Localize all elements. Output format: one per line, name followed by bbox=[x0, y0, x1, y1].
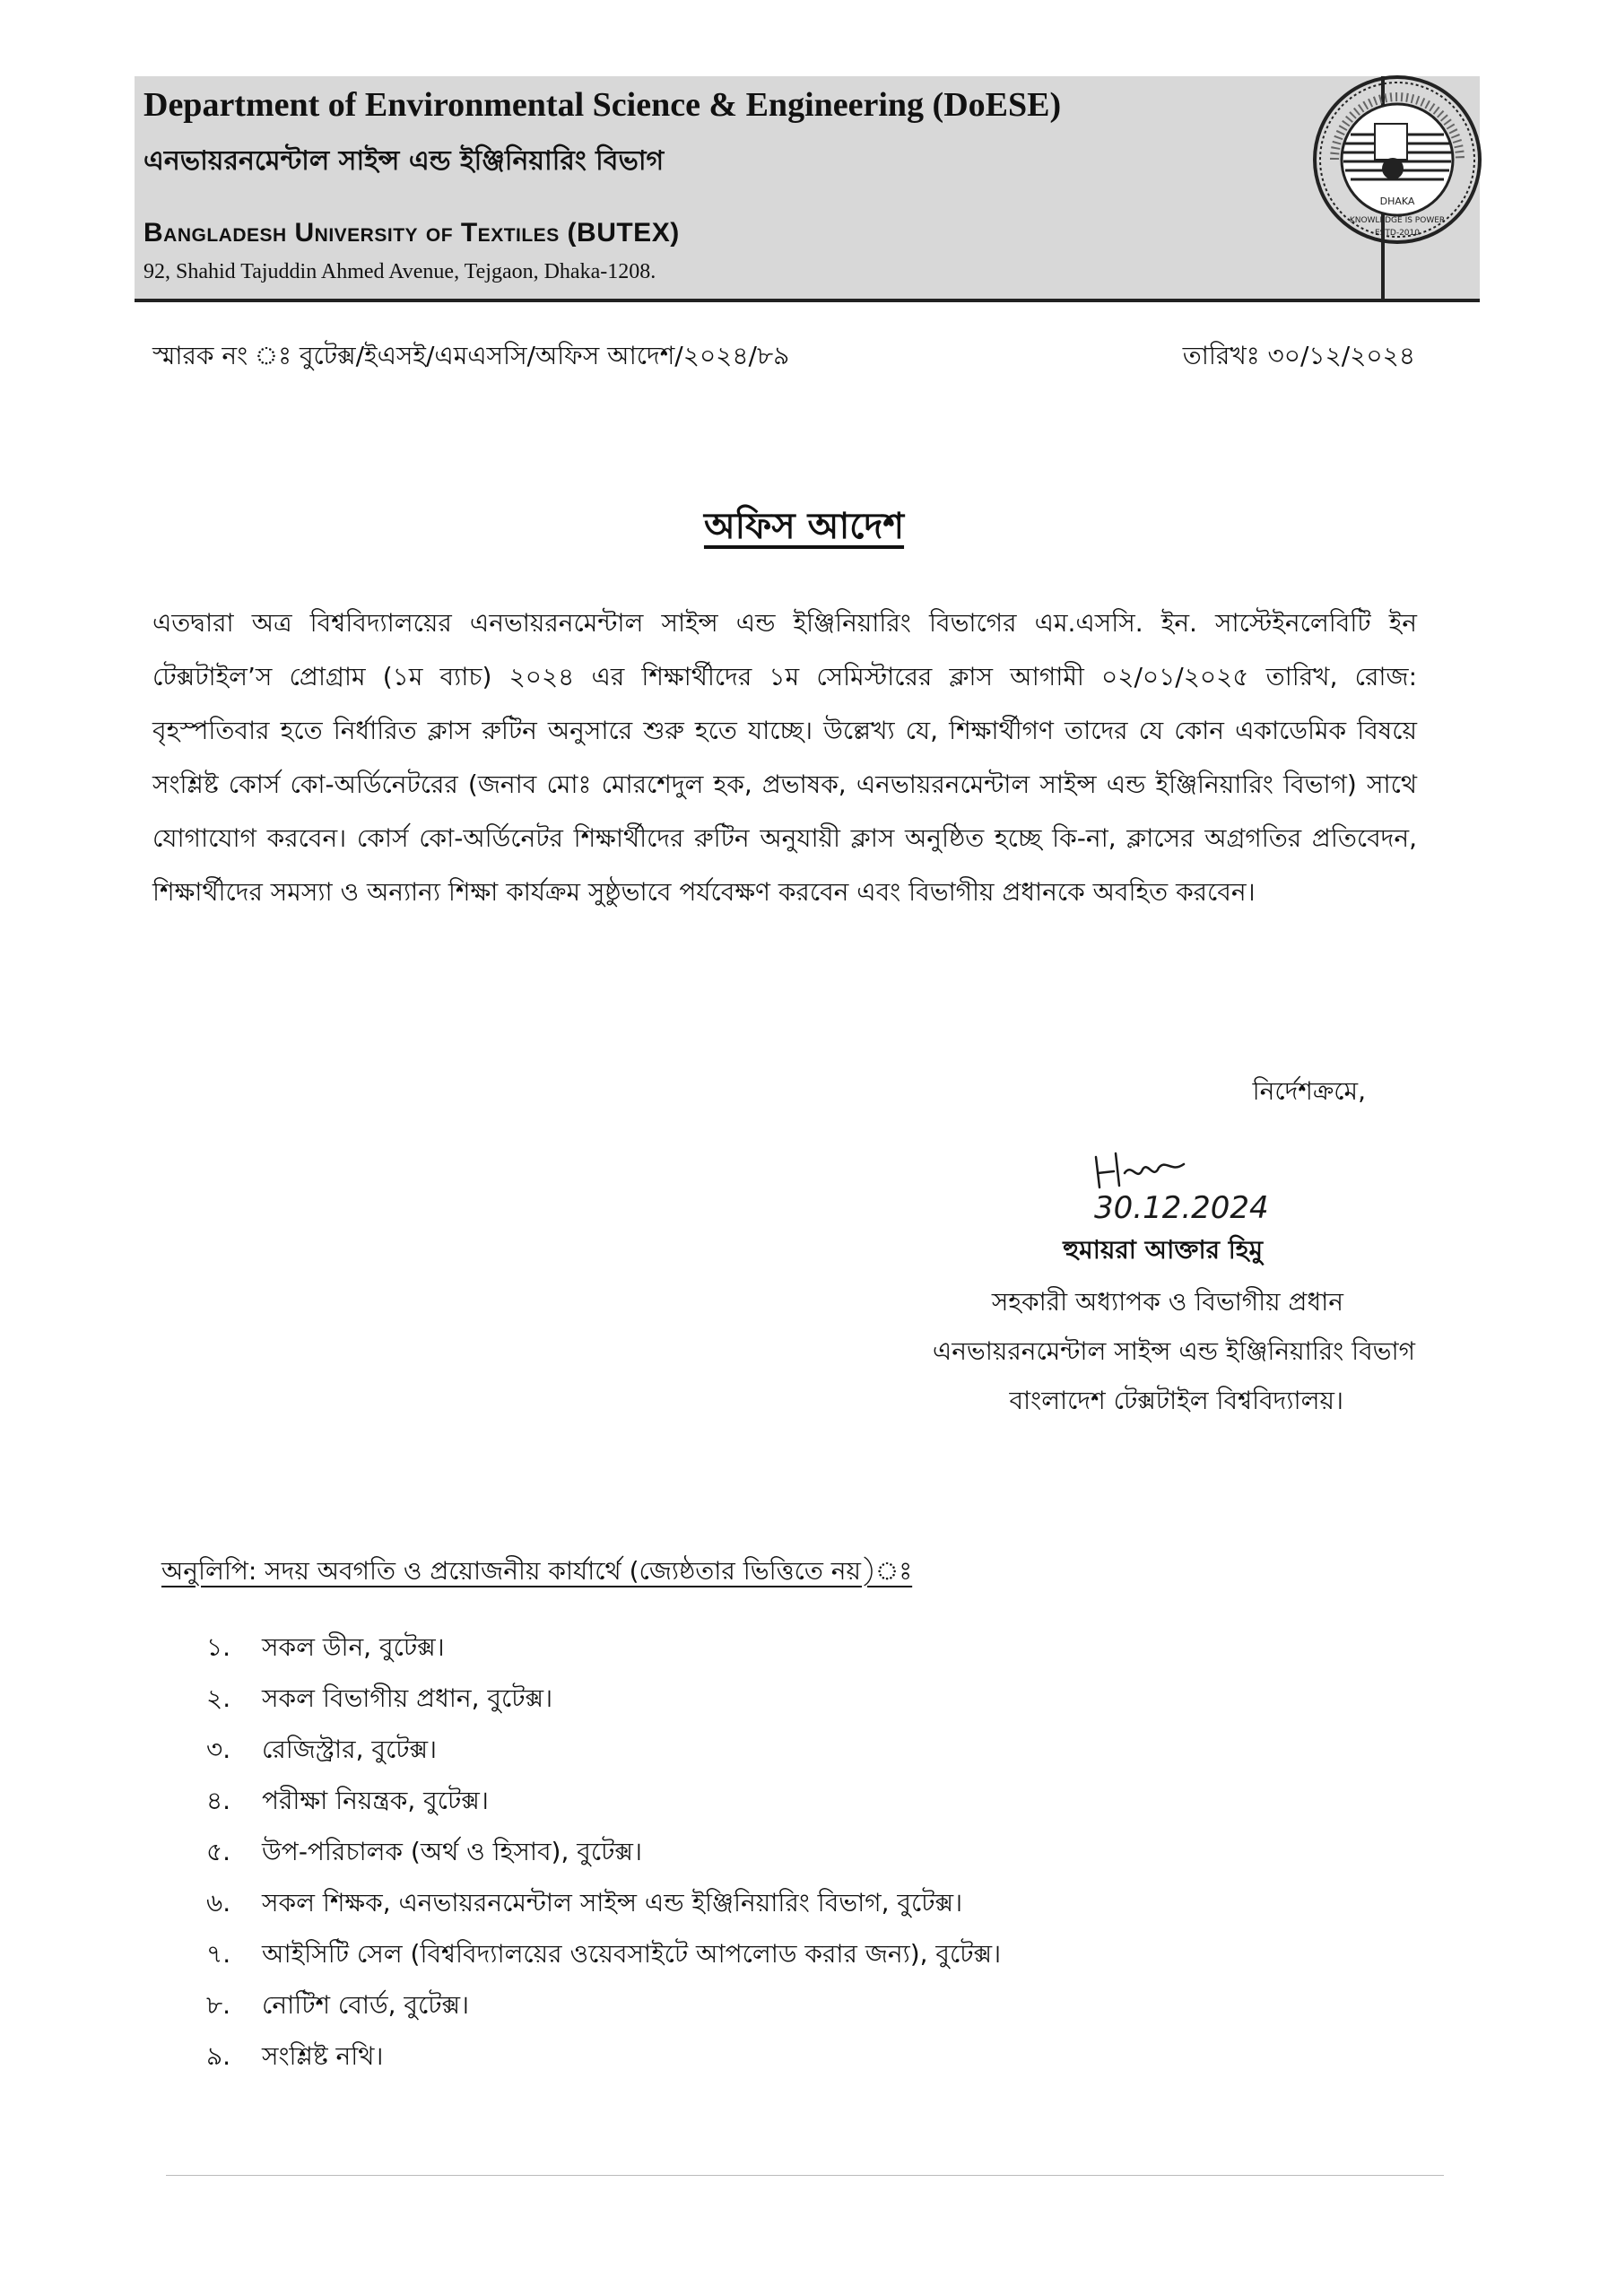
handwritten-signature bbox=[1085, 1146, 1318, 1227]
list-item: ৮. নোটিশ বোর্ড, বুটেক্স। bbox=[206, 1990, 470, 2020]
signatory-designation: সহকারী অধ্যাপক ও বিভাগীয় প্রধান bbox=[991, 1287, 1343, 1317]
letterhead bbox=[135, 76, 1480, 302]
by-order-text: নির্দেশক্রমে, bbox=[1252, 1076, 1366, 1106]
cc-heading: অনুলিপি: সদয় অবগতি ও প্রয়োজনীয় কার্যার্থে (জ্যেষ্ঠতার ভিত্তিতে নয়)ঃ bbox=[161, 1556, 913, 1586]
university-logo bbox=[1308, 70, 1487, 249]
list-item: ২. সকল বিভাগীয় প্রধান, বুটেক্স। bbox=[206, 1683, 553, 1713]
list-item: ৬. সকল শিক্ষক, এনভায়রনমেন্টাল সাইন্স এন্ড ইঞ্জিনিয়ারিং বিভাগ, বুটেক্স। bbox=[206, 1888, 963, 1918]
footer-divider bbox=[166, 2175, 1444, 2176]
department-name-en: Department of Environmental Science & Engineering (DoESE) bbox=[143, 86, 1062, 124]
svg-text:ESTD-2010: ESTD-2010 bbox=[1375, 229, 1420, 238]
department-name-bn: এনভায়রনমেন্টাল সাইন্স এন্ড ইঞ্জিনিয়ারিং বিভাগ bbox=[143, 145, 665, 177]
signatory-university: বাংলাদেশ টেক্সটাইল বিশ্ববিদ্যালয়। bbox=[1009, 1386, 1343, 1415]
university-address: 92, Shahid Tajuddin Ahmed Avenue, Tejgaon, Dhaka-1208. bbox=[143, 260, 656, 283]
list-item: ৩. রেজিস্ট্রার, বুটেক্স। bbox=[206, 1735, 438, 1764]
title-text: অফিস আদেশ bbox=[703, 506, 905, 547]
list-item: ৭. আইসিটি সেল (বিশ্ববিদ্যালয়ের ওয়েবসাইটে আপলোড করার জন্য), বুটেক্স। bbox=[206, 1939, 1002, 1969]
list-item: ৯. সংশ্লিষ্ট নথি। bbox=[206, 2041, 384, 2071]
svg-text:KNOWLEDGE IS POWER: KNOWLEDGE IS POWER bbox=[1349, 216, 1446, 225]
page-title bbox=[0, 498, 1608, 558]
memo-date: তারিখঃ ৩০/১২/২০২৪ bbox=[1182, 341, 1415, 370]
list-item: ৪. পরীক্ষা নিয়ন্ত্রক, বুটেক্স। bbox=[206, 1786, 489, 1815]
order-body: এতদ্বারা অত্র বিশ্ববিদ্যালয়ের এনভায়রনমেন্টাল সাইন্স এন্ড ইঞ্জিনিয়ারিং বিভাগের এম.এসসি. ইন. সাস্টেইনলেবিটি ইন টেক্সটাইল’স প্রোগ্রাম (১ম ব্যাচ) ২০২৪ এর শিক্ষার্থীদের ১ম সেমিস্টারের ক্লাস আগামী ০২/০১/২০২৫ তারিখ, রোজ: বৃহস্পতিবার হতে নির্ধারিত ক্লাস রুটিন অনুসারে শুরু হতে যাচ্ছে। উল্লেখ্য যে, শিক্ষার্থীগণ তাদের যে কোন একাডেমিক বিষয়ে সংশ্লিষ্ট কোর্স কো-অর্ডিনেটরের (জনাব মোঃ মোরশেদুল হক, প্রভাষক, এনভায়রনমেন্টাল সাইন্স এন্ড ইঞ্জিনিয়ারিং বিভাগ) সাথে যোগাযোগ করবেন। কোর্স কো-অর্ডিনেটর শিক্ষার্থীদের রুটিন অনুযায়ী ক্লাস অনুষ্ঠিত হচ্ছে কি-না, ক্লাসের অগ্রগতির প্রতিবেদন, শিক্ষার্থীদের সমস্যা ও অন্যান্য শিক্ষা কার্যক্রম সুষ্ঠুভাবে পর্যবেক্ষণ করবেন এবং বিভাগীয় প্রধানকে অবহিত করবেন। bbox=[152, 608, 1417, 907]
memo-reference: স্মারক নং ঃ বুটেক্স/ইএসই/এমএসসি/অফিস আদেশ/২০২৪/৮৯ bbox=[152, 341, 790, 370]
university-name: Bangladesh University of Textiles (BUTEX) bbox=[143, 218, 680, 248]
list-item: ৫. উপ-পরিচালক (অর্থ ও হিসাব), বুটেক্স। bbox=[206, 1837, 642, 1866]
svg-text:DHAKA: DHAKA bbox=[1379, 196, 1415, 207]
list-item: ১. সকল ডীন, বুটেক্স। bbox=[206, 1632, 445, 1662]
cc-list bbox=[206, 1628, 1001, 2088]
svg-text:30.12.2024: 30.12.2024 bbox=[1094, 1190, 1269, 1226]
signatory-department: এনভায়রনমেন্টাল সাইন্স এন্ড ইঞ্জিনিয়ারিং বিভাগ bbox=[932, 1336, 1415, 1366]
signatory-name: হুমায়রা আক্তার হিমু bbox=[1063, 1235, 1263, 1265]
